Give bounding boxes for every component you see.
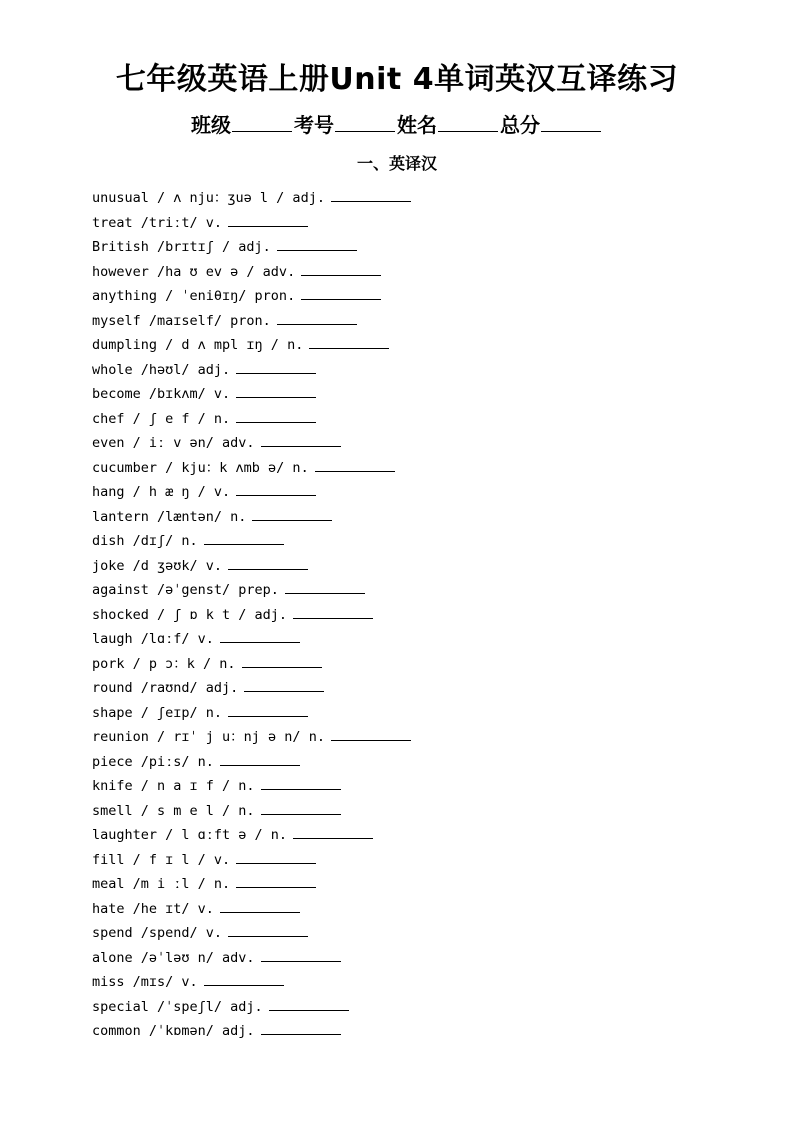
- vocab-word: piece /piːs/ n.: [92, 753, 214, 770]
- answer-blank[interactable]: [285, 579, 365, 594]
- vocab-item: [92, 235, 732, 260]
- vocab-word: cucumber / kju：k ʌmb ə/ n.: [92, 459, 309, 476]
- name-blank[interactable]: [438, 111, 498, 132]
- vocab-item: [92, 823, 732, 848]
- vocab-item: [92, 627, 732, 652]
- vocab-word: dumpling / d ʌ mpl ɪŋ / n.: [92, 337, 304, 353]
- vocab-item: [92, 652, 732, 677]
- vocab-item: [92, 456, 732, 481]
- answer-blank[interactable]: [293, 604, 373, 619]
- answer-blank[interactable]: [252, 506, 332, 521]
- vocab-word: pork / p ɔ：k / n.: [92, 655, 236, 672]
- vocab-word: hate /he ɪt/ v.: [92, 900, 214, 917]
- page-title: 七年级英语上册Unit 4单词英汉互译练习: [115, 62, 679, 97]
- exam-number-label: 考号: [294, 113, 334, 137]
- vocab-item: [92, 529, 732, 554]
- name-label: 姓名: [397, 113, 437, 137]
- vocab-word: knife / n a ɪ f / n.: [92, 778, 255, 794]
- vocab-word: meal /m i ːl / n.: [92, 876, 231, 892]
- vocab-word: spend /spend/ v.: [92, 925, 223, 941]
- vocab-word: treat /triːt/ v.: [92, 214, 223, 231]
- answer-blank[interactable]: [277, 236, 357, 251]
- vocab-word: hang / h æ ŋ / v.: [92, 484, 231, 500]
- vocab-word: fill / f ɪ l / v.: [92, 851, 231, 868]
- vocab-word: laughter / l ɑːft ə / n.: [92, 827, 288, 843]
- vocab-item: [92, 725, 732, 750]
- vocab-word: however /ha ʊ ev ə / adv.: [92, 263, 296, 280]
- vocab-item: [92, 774, 732, 799]
- answer-blank[interactable]: [301, 285, 381, 300]
- vocab-word: dish /dɪʃ/ n.: [92, 533, 198, 549]
- answer-blank[interactable]: [261, 775, 341, 790]
- vocab-item: [92, 284, 732, 309]
- vocab-word: become /bɪkʌm/ v.: [92, 386, 231, 402]
- vocab-word: alone /əˈləʊ n/ adv.: [92, 949, 255, 966]
- answer-blank[interactable]: [236, 849, 316, 864]
- answer-blank[interactable]: [331, 187, 411, 202]
- answer-blank[interactable]: [315, 457, 395, 472]
- answer-blank[interactable]: [277, 310, 357, 325]
- answer-blank[interactable]: [228, 212, 308, 227]
- vocab-item: [92, 431, 732, 456]
- answer-blank[interactable]: [236, 408, 316, 423]
- vocab-item: [92, 1019, 732, 1044]
- vocab-item: [92, 407, 732, 432]
- answer-blank[interactable]: [309, 334, 389, 349]
- vocab-item: [92, 676, 732, 701]
- vocab-word: chef / ʃ e f / n.: [92, 410, 231, 427]
- answer-blank[interactable]: [220, 751, 300, 766]
- answer-blank[interactable]: [301, 261, 381, 276]
- vocab-word: reunion / rɪˈ j u：nj ə n/ n.: [92, 729, 325, 745]
- vocab-item: [92, 260, 732, 285]
- answer-blank[interactable]: [236, 481, 316, 496]
- answer-blank[interactable]: [261, 1020, 341, 1035]
- vocab-item: [92, 848, 732, 873]
- answer-blank[interactable]: [204, 971, 284, 986]
- vocab-item: [92, 211, 732, 236]
- vocab-word: even / iː v ən/ adv.: [92, 435, 255, 451]
- vocab-item: [92, 480, 732, 505]
- answer-blank[interactable]: [242, 653, 322, 668]
- vocab-item: [92, 946, 732, 971]
- vocab-word: whole /həʊl/ adj.: [92, 361, 231, 378]
- answer-blank[interactable]: [228, 555, 308, 570]
- section-title: 一、英译汉: [356, 154, 437, 173]
- vocab-word: anything / ˈeniθɪŋ/ pron.: [92, 288, 296, 304]
- vocab-word: common /ˈkɒmən/ adj.: [92, 1023, 255, 1039]
- answer-blank[interactable]: [228, 922, 308, 937]
- answer-blank[interactable]: [236, 359, 316, 374]
- vocab-item: [92, 921, 732, 946]
- vocab-word: unusual / ʌ nju：ʒuə l / adj.: [92, 190, 325, 206]
- vocab-item: [92, 554, 732, 579]
- vocab-item: [92, 505, 732, 530]
- vocab-item: [92, 333, 732, 358]
- vocab-word: shape / ʃeɪp/ n.: [92, 704, 223, 721]
- answer-blank[interactable]: [293, 824, 373, 839]
- vocab-item: [92, 578, 732, 603]
- vocab-item: [92, 799, 732, 824]
- vocab-item: [92, 995, 732, 1020]
- answer-blank[interactable]: [220, 898, 300, 913]
- vocab-word: against /əˈgenst/ prep.: [92, 582, 279, 598]
- answer-blank[interactable]: [244, 677, 324, 692]
- answer-blank[interactable]: [261, 432, 341, 447]
- vocab-word: lantern /læntən/ n.: [92, 508, 247, 525]
- vocab-word: miss /mɪs/ v.: [92, 974, 198, 990]
- score-blank[interactable]: [541, 111, 601, 132]
- answer-blank[interactable]: [269, 996, 349, 1011]
- vocabulary-list: [92, 186, 732, 1044]
- vocab-word: joke /d ʒəʊk/ v.: [92, 557, 223, 574]
- class-blank[interactable]: [232, 111, 292, 132]
- vocab-item: [92, 358, 732, 383]
- vocab-word: myself /maɪself/ pron.: [92, 312, 271, 329]
- score-label: 总分: [500, 113, 540, 137]
- vocab-item: [92, 872, 732, 897]
- answer-blank[interactable]: [204, 530, 284, 545]
- answer-blank[interactable]: [331, 726, 411, 741]
- vocab-word: British /brɪtɪʃ / adj.: [92, 239, 271, 255]
- vocab-item: [92, 970, 732, 995]
- answer-blank[interactable]: [228, 702, 308, 717]
- exam-number-blank[interactable]: [335, 111, 395, 132]
- class-label: 班级: [191, 113, 231, 137]
- vocab-item: [92, 897, 732, 922]
- vocab-item: [92, 186, 732, 211]
- answer-blank[interactable]: [220, 628, 300, 643]
- vocab-word: special /ˈspeʃl/ adj.: [92, 998, 263, 1015]
- vocab-word: smell / s m e l / n.: [92, 802, 255, 819]
- vocab-item: [92, 382, 732, 407]
- vocab-item: [92, 309, 732, 334]
- answer-blank[interactable]: [236, 873, 316, 888]
- vocab-item: [92, 750, 732, 775]
- vocab-word: shocked / ʃ ɒ k t / adj.: [92, 606, 288, 623]
- answer-blank[interactable]: [236, 383, 316, 398]
- answer-blank[interactable]: [261, 800, 341, 815]
- answer-blank[interactable]: [261, 947, 341, 962]
- vocab-item: [92, 701, 732, 726]
- student-info-line: [0, 110, 794, 140]
- vocab-word: laugh /lɑːf/ v.: [92, 631, 214, 647]
- vocab-item: [92, 603, 732, 628]
- vocab-word: round /raʊnd/ adj.: [92, 680, 239, 696]
